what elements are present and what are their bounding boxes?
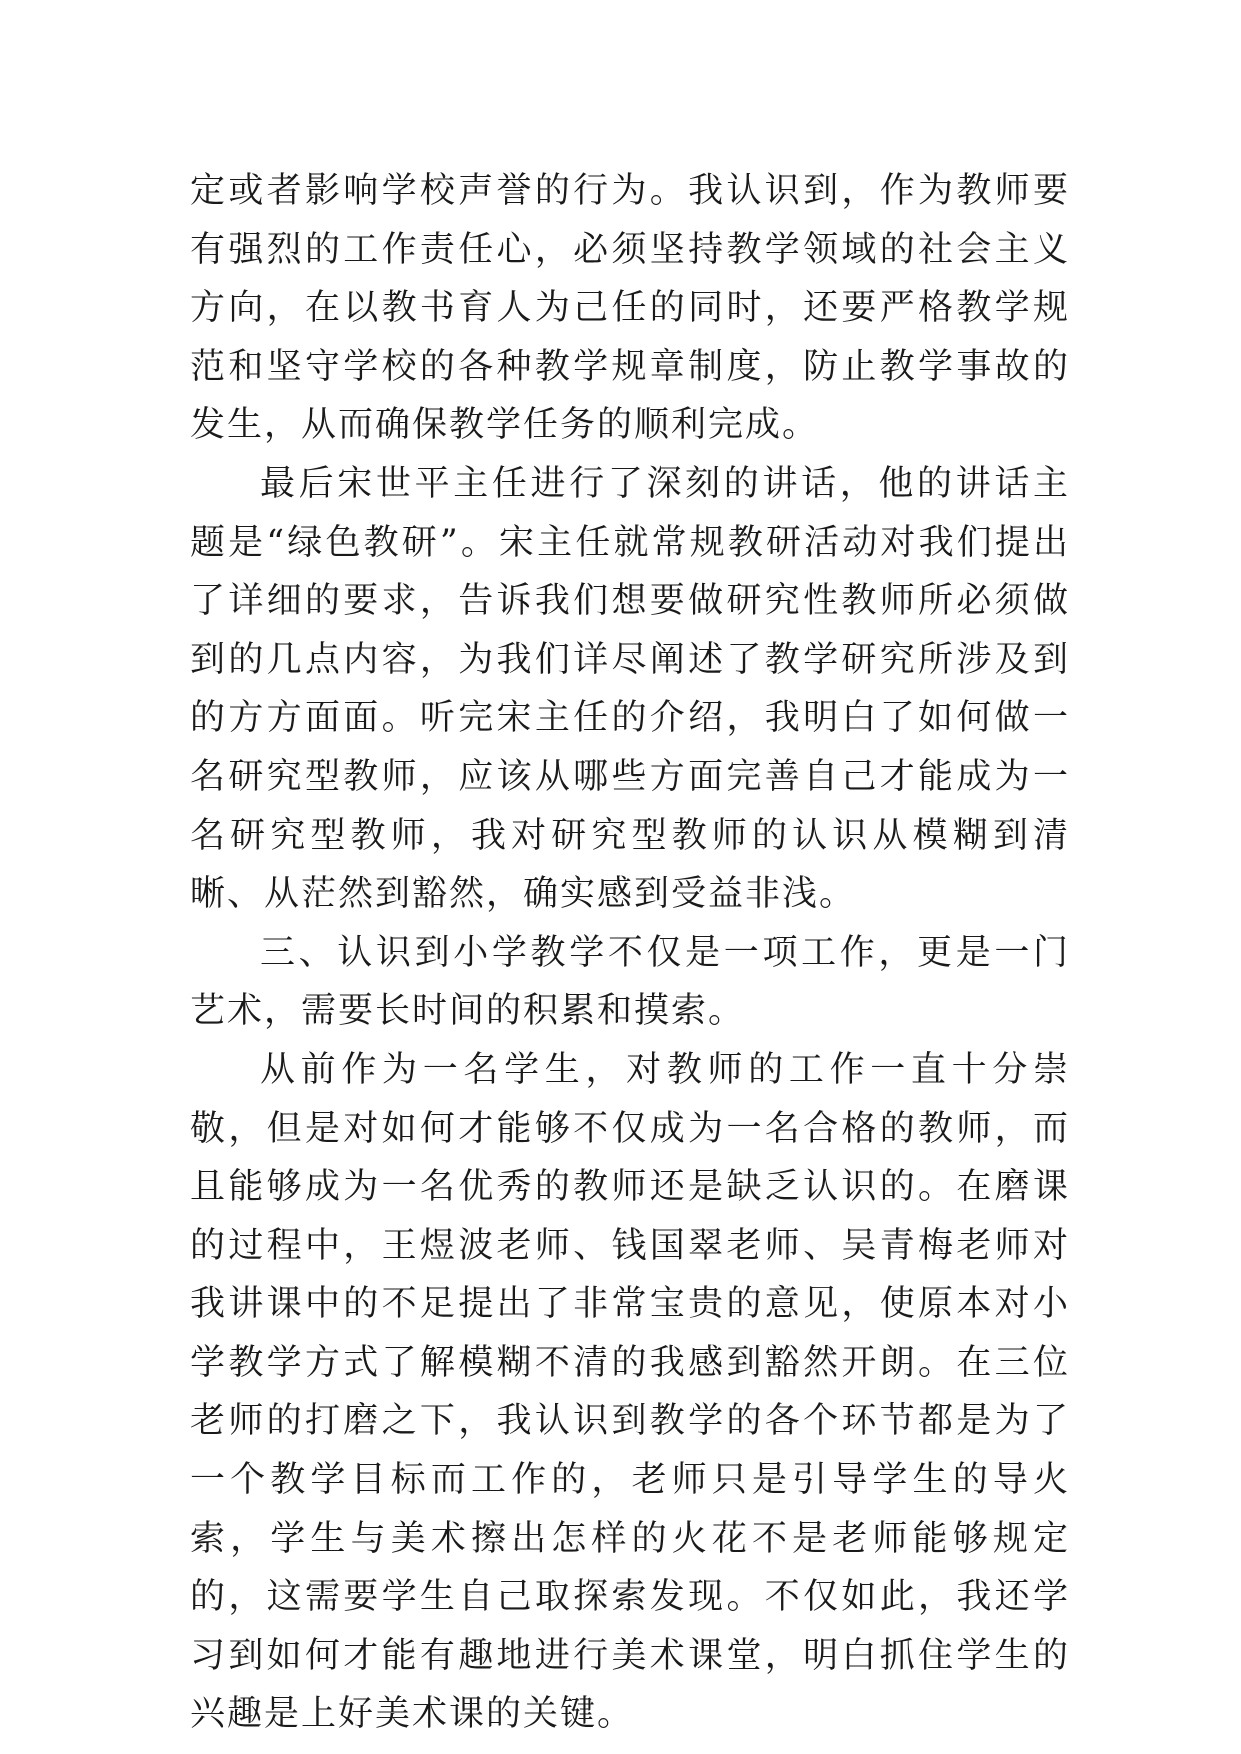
paragraph-4: 从前作为一名学生，对教师的工作一直十分崇敬，但是对如何才能够不仅成为一名合格的教师，而且能够成为一名优秀的教师还是缺乏认识的。在磨课的过程中，王煜波老师、钱国翠老师、吴青梅老师对我讲课中的不足提出了非常宝贵的意见，使原本对小学教学方式了解模糊不清的我感到豁然开朗。在三位老师的打磨之下，我认识到教学的各个环节都是为了一个教学目标而工作的，老师只是引导学生的导火索，学生与美术擦出怎样的火花不是老师能够规定的，这需要学生自己取探索发现。不仅如此，我还学习到如何才能有趣地进行美术课堂，明白抓住学生的兴趣是上好美术课的关键。 bbox=[190, 1049, 1070, 1735]
paragraph-1: 定或者影响学校声誉的行为。我认识到，作为教师要有强烈的工作责任心，必须坚持教学领域的社会主义方向，在以教书育人为己任的同时，还要严格教学规范和坚守学校的各种教学规章制度，防止教学事故的发生，从而确保教学任务的顺利完成。 bbox=[190, 171, 1070, 446]
paragraph-2: 最后宋世平主任进行了深刻的讲话，他的讲话主题是“绿色教研”。宋主任就常规教研活动对我们提出了详细的要求，告诉我们想要做研究性教师所必须做到的几点内容，为我们详尽阐述了教学研究所涉及到的方方面面。听完宋主任的介绍，我明白了如何做一名研究型教师，应该从哪些方面完善自己才能成为一名研究型教师，我对研究型教师的认识从模糊到清晰、从茫然到豁然，确实感到受益非浅。 bbox=[190, 463, 1070, 915]
body-text bbox=[190, 162, 1070, 1744]
paragraph-3: 三、认识到小学教学不仅是一项工作，更是一门艺术，需要长时间的积累和摸索。 bbox=[190, 932, 1070, 1032]
